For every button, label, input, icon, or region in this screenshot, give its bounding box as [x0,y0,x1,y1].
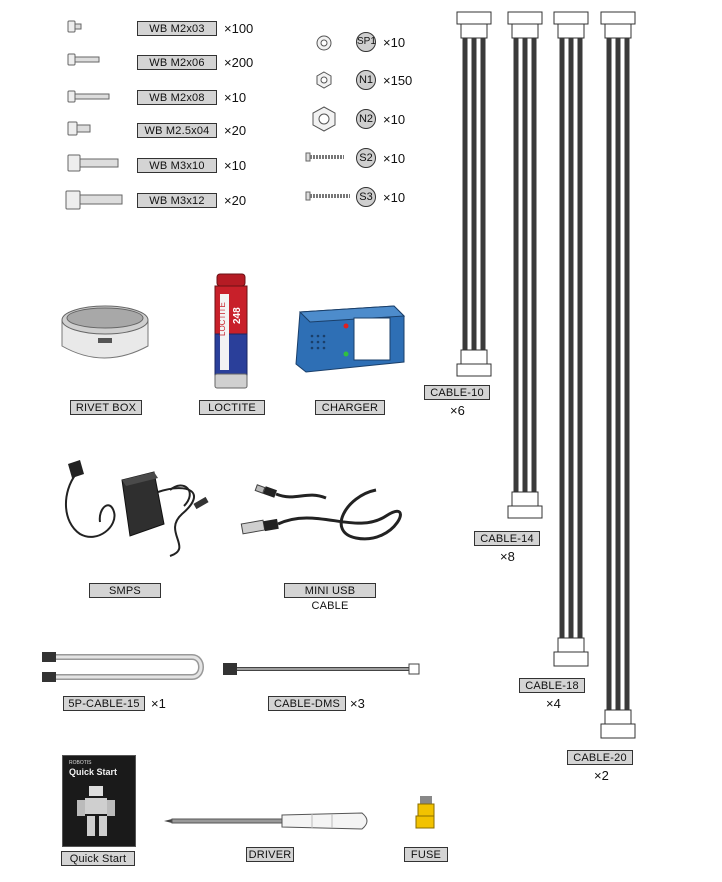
cable-20-label: CABLE-20 [567,750,633,765]
cable-10-icon [455,10,495,382]
cable-14-qty: ×8 [500,549,515,564]
loctite-number-text: 248 [232,307,243,324]
smps-label: SMPS [89,583,161,598]
cable-10-qty: ×6 [450,403,465,418]
screw-m2x03-icon [68,19,98,35]
cable-20-icon [599,10,639,742]
screw-qty: ×10 [224,158,247,173]
cable-18-qty: ×4 [546,696,561,711]
mini-usb-cable-label: MINI USB CABLE [284,583,376,598]
part-qty: ×150 [383,73,413,88]
5p-cable-qty: ×1 [151,696,166,711]
screwdriver-icon [162,810,376,832]
booklet-brand: ROBOTIS [69,760,92,766]
screw-label: WB M2x06 [137,55,217,70]
screw-qty: ×20 [224,123,247,138]
part-qty: ×10 [383,190,406,205]
cable-dms-qty: ×3 [350,696,365,711]
part-qty: ×10 [383,151,406,166]
screw-qty: ×20 [224,193,247,208]
driver-label: DRIVER [246,847,294,862]
mini-usb-cable-icon [236,476,426,556]
cable-dms-icon [223,661,423,679]
screw-label: WB M2x08 [137,90,217,105]
part-qty: ×10 [383,112,406,127]
fuse-icon [412,796,440,830]
booklet-title: Quick Start [69,767,118,777]
part-code-badge: S3 [356,187,376,207]
quick-start-label: Quick Start [61,851,135,866]
screw-m3x12-icon [66,189,132,213]
cable-14-label: CABLE-14 [474,531,540,546]
cable-20-qty: ×2 [594,768,609,783]
fuse-label: FUSE [404,847,448,862]
part-code-badge: N1 [356,70,376,90]
screw-s3-icon [306,191,352,201]
screw-qty: ×10 [224,90,247,105]
nut-small-icon [315,71,333,89]
screw-qty: ×200 [224,55,254,70]
screw-m3x10-icon [68,153,128,175]
cable-18-icon [552,10,592,678]
rivet-box-icon [56,300,156,372]
5p-cable-label: 5P-CABLE-15 [63,696,145,711]
cable-dms-label: CABLE-DMS [268,696,346,711]
cable-14-icon [506,10,546,522]
screw-label: WB M2.5x04 [137,123,217,138]
screw-qty: ×100 [224,21,254,36]
screw-m2x06-icon [68,52,108,68]
rivet-box-label: RIVET BOX [70,400,142,415]
loctite-tube-icon [212,274,252,390]
loctite-label: LOCTITE [199,400,265,415]
part-code-badge: N2 [356,109,376,129]
part-code-badge: S2 [356,148,376,168]
washer-icon [314,33,334,53]
part-code-badge: SP1 [356,32,376,52]
screw-s2-icon [306,152,348,162]
robot-figure-icon [73,784,125,840]
smps-adapter-icon [58,452,214,562]
loctite-brand-text: LOCTITE [218,302,227,336]
screw-label: WB M2x03 [137,21,217,36]
cable-10-label: CABLE-10 [424,385,490,400]
charger-label: CHARGER [315,400,385,415]
screw-m2-5x04-icon [68,120,98,138]
charger-icon [292,304,410,376]
5p-cable-icon [42,652,206,686]
nut-large-icon [311,106,337,132]
screw-label: WB M3x12 [137,193,217,208]
quick-start-booklet [62,755,136,847]
screw-label: WB M3x10 [137,158,217,173]
screw-m2x08-icon [68,89,114,105]
cable-18-label: CABLE-18 [519,678,585,693]
part-qty: ×10 [383,35,406,50]
